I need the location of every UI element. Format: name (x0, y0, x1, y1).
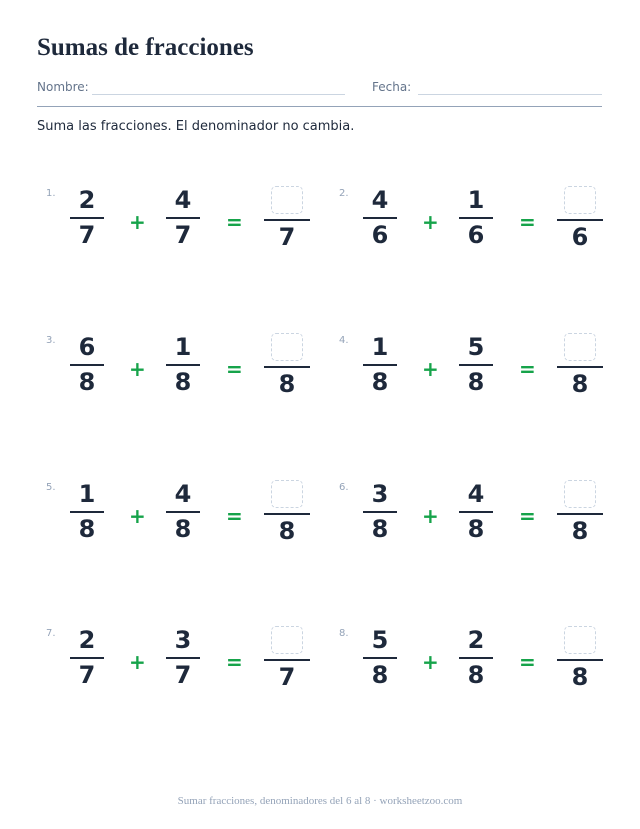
equals-sign: = (226, 504, 243, 528)
answer-box[interactable] (271, 626, 303, 654)
plus-sign: + (422, 504, 439, 528)
answer-box[interactable] (564, 333, 596, 361)
problem-number: 3. (46, 335, 56, 346)
answer-box[interactable] (564, 626, 596, 654)
fraction-a (70, 333, 104, 396)
plus-sign: + (129, 650, 146, 674)
denominator: 8 (371, 661, 389, 689)
denominator: 8 (467, 515, 485, 543)
numerator: 1 (467, 186, 485, 214)
fraction-bar (557, 659, 603, 661)
fraction-bar (363, 511, 397, 513)
fraction-bar (459, 217, 493, 219)
numerator: 3 (371, 480, 389, 508)
numerator: 3 (174, 626, 192, 654)
equals-sign: = (226, 357, 243, 381)
denominator: 8 (371, 368, 389, 396)
answer-box[interactable] (271, 186, 303, 214)
header-divider (37, 106, 602, 107)
fraction-a (70, 480, 104, 543)
equals-sign: = (519, 357, 536, 381)
fraction-a (70, 186, 104, 249)
plus-sign: + (422, 357, 439, 381)
equals-sign: = (519, 504, 536, 528)
numerator: 6 (78, 333, 96, 361)
name-label: Nombre: (37, 80, 89, 94)
plus-sign: + (129, 357, 146, 381)
numerator: 1 (174, 333, 192, 361)
fraction-bar (70, 511, 104, 513)
fraction-b (166, 333, 200, 396)
denominator: 8 (174, 368, 192, 396)
fraction-bar (70, 364, 104, 366)
denominator: 8 (371, 515, 389, 543)
denominator: 7 (78, 221, 96, 249)
denominator: 8 (467, 661, 485, 689)
answer-denominator: 8 (571, 517, 589, 545)
numerator: 1 (78, 480, 96, 508)
fraction-bar (363, 364, 397, 366)
answer-denominator: 8 (278, 517, 296, 545)
fraction-b (166, 480, 200, 543)
problem-1 (46, 186, 336, 286)
numerator: 2 (78, 626, 96, 654)
fraction-b (459, 480, 493, 543)
problem-number: 8. (339, 628, 349, 639)
fraction-b (166, 186, 200, 249)
problem-4 (339, 333, 629, 433)
answer-denominator: 8 (571, 663, 589, 691)
fraction-bar (264, 219, 310, 221)
footer-credit: Sumar fracciones, denominadores del 6 al 8 · worksheetzoo.com (177, 795, 463, 807)
plus-sign: + (129, 210, 146, 234)
denominator: 8 (78, 368, 96, 396)
fraction-bar (166, 511, 200, 513)
problem-7 (46, 626, 336, 726)
numerator: 5 (371, 626, 389, 654)
answer-fraction (557, 626, 603, 691)
fraction-bar (70, 657, 104, 659)
denominator: 8 (174, 515, 192, 543)
name-field[interactable] (92, 94, 345, 95)
denominator: 7 (174, 221, 192, 249)
fraction-bar (459, 511, 493, 513)
denominator: 7 (174, 661, 192, 689)
problem-number: 2. (339, 188, 349, 199)
problem-5 (46, 480, 336, 580)
equals-sign: = (519, 650, 536, 674)
numerator: 2 (78, 186, 96, 214)
fraction-bar (557, 366, 603, 368)
answer-box[interactable] (271, 333, 303, 361)
denominator: 8 (467, 368, 485, 396)
answer-box[interactable] (564, 186, 596, 214)
fraction-a (363, 480, 397, 543)
answer-denominator: 8 (571, 370, 589, 398)
answer-denominator: 8 (278, 370, 296, 398)
problem-6 (339, 480, 629, 580)
fraction-a (70, 626, 104, 689)
plus-sign: + (422, 210, 439, 234)
fraction-bar (264, 659, 310, 661)
equals-sign: = (226, 650, 243, 674)
answer-fraction (557, 480, 603, 545)
fraction-bar (70, 217, 104, 219)
fraction-a (363, 186, 397, 249)
problem-8 (339, 626, 629, 726)
answer-fraction (557, 333, 603, 398)
numerator: 4 (174, 480, 192, 508)
fraction-a (363, 626, 397, 689)
fraction-b (459, 626, 493, 689)
equals-sign: = (226, 210, 243, 234)
fraction-b (459, 186, 493, 249)
problem-number: 1. (46, 188, 56, 199)
date-field[interactable] (418, 94, 602, 95)
fraction-a (363, 333, 397, 396)
numerator: 1 (371, 333, 389, 361)
problem-number: 6. (339, 482, 349, 493)
problem-3 (46, 333, 336, 433)
answer-box[interactable] (564, 480, 596, 508)
fraction-b (166, 626, 200, 689)
numerator: 4 (467, 480, 485, 508)
plus-sign: + (129, 504, 146, 528)
fraction-bar (557, 513, 603, 515)
fraction-bar (459, 657, 493, 659)
problem-number: 5. (46, 482, 56, 493)
denominator: 8 (78, 515, 96, 543)
denominator: 7 (78, 661, 96, 689)
fraction-bar (264, 513, 310, 515)
fraction-bar (264, 366, 310, 368)
date-label: Fecha: (372, 80, 412, 94)
fraction-bar (363, 657, 397, 659)
numerator: 4 (371, 186, 389, 214)
answer-fraction (264, 626, 310, 691)
answer-denominator: 7 (278, 223, 296, 251)
fraction-bar (166, 657, 200, 659)
problem-number: 4. (339, 335, 349, 346)
fraction-bar (363, 217, 397, 219)
numerator: 2 (467, 626, 485, 654)
fraction-bar (557, 219, 603, 221)
fraction-bar (166, 217, 200, 219)
numerator: 5 (467, 333, 485, 361)
fraction-bar (166, 364, 200, 366)
denominator: 6 (371, 221, 389, 249)
numerator: 4 (174, 186, 192, 214)
problem-2 (339, 186, 629, 286)
answer-denominator: 7 (278, 663, 296, 691)
denominator: 6 (467, 221, 485, 249)
answer-denominator: 6 (571, 223, 589, 251)
plus-sign: + (422, 650, 439, 674)
answer-fraction (557, 186, 603, 251)
fraction-b (459, 333, 493, 396)
answer-fraction (264, 333, 310, 398)
equals-sign: = (519, 210, 536, 234)
fraction-bar (459, 364, 493, 366)
answer-fraction (264, 480, 310, 545)
answer-fraction (264, 186, 310, 251)
instructions: Suma las fracciones. El denominador no cambia. (37, 119, 355, 134)
page-title: Sumas de fracciones (37, 34, 254, 61)
problem-number: 7. (46, 628, 56, 639)
answer-box[interactable] (271, 480, 303, 508)
